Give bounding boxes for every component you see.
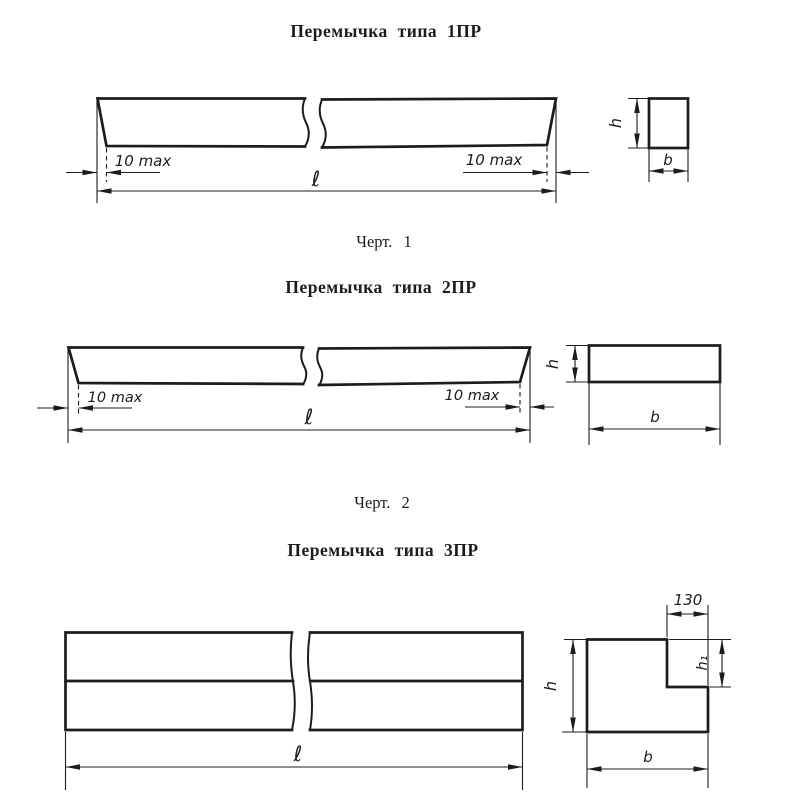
section-outline — [587, 640, 708, 733]
break-line-right — [317, 349, 322, 386]
figure-2pr-dimensions — [37, 349, 554, 443]
figure-2pr-section — [543, 346, 720, 446]
beam-outline-left — [69, 348, 304, 385]
dim-label-height: h — [606, 117, 625, 129]
figure-1pr — [66, 21, 688, 251]
dim-label-length: ℓ — [293, 742, 303, 766]
dim-label-length: ℓ — [311, 167, 321, 191]
break-line-left — [301, 348, 306, 385]
dim-label-width: b — [663, 151, 673, 169]
figure-3pr-title: Перемычка типа 3ПР — [287, 540, 479, 560]
dim-label-width: b — [643, 748, 653, 766]
figure-1pr-section — [606, 99, 688, 183]
figure-3pr-beam — [66, 633, 523, 731]
figure-1pr-beam — [98, 99, 557, 148]
dim-label-height: h — [543, 358, 562, 370]
figure-2pr-beam — [69, 348, 531, 386]
figure-1pr-caption: Черт. 1 — [356, 232, 412, 251]
section-outline — [589, 346, 720, 383]
figure-2pr-title: Перемычка типа 2ПР — [285, 277, 477, 297]
beam-outline-right — [319, 348, 530, 386]
dim-label-height: h — [541, 680, 560, 692]
dim-label-offset-left: 10 max — [87, 390, 143, 406]
dim-label-width: b — [650, 408, 660, 426]
figure-2pr-caption: Черт. 2 — [354, 493, 410, 512]
beam-outline-right — [322, 99, 556, 148]
dim-label-notch-depth: h₁ — [695, 655, 711, 671]
figure-3pr — [66, 540, 732, 790]
dim-label-offset-right: 10 max — [444, 388, 500, 404]
beam-outline-left — [98, 99, 306, 147]
dim-label-offset-right: 10 max — [465, 151, 523, 169]
dim-label-notch-width: 130 — [673, 591, 703, 609]
figure-3pr-dimensions — [66, 732, 523, 790]
break-line-right — [320, 100, 326, 148]
dim-label-length: ℓ — [304, 405, 314, 429]
figure-3pr-section — [541, 591, 731, 788]
figure-2pr — [37, 277, 720, 512]
figure-1pr-dimensions — [66, 100, 589, 203]
dim-label-offset-left: 10 max — [114, 152, 172, 170]
section-outline — [649, 99, 688, 149]
figure-1pr-title: Перемычка типа 1ПР — [290, 21, 482, 41]
break-line-left — [303, 99, 309, 147]
